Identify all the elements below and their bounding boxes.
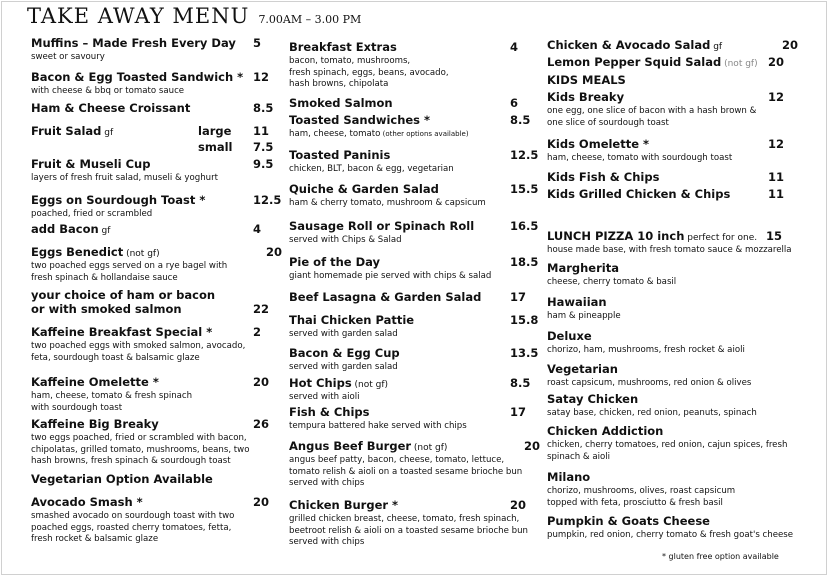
item-note: (not gf): [721, 59, 758, 69]
menu-item-description: topped with feta, prosciutto & fresh basil: [547, 497, 723, 508]
menu-item-description: poached, fried or scrambled: [31, 209, 153, 219]
menu-item-price: 6: [510, 96, 519, 110]
menu-item-price: 4: [253, 222, 262, 236]
menu-item-name: Kids Grilled Chicken & Chips: [547, 187, 731, 201]
menu-item-name: Hawaiian: [547, 295, 607, 309]
menu-item-name: Eggs on Sourdough Toast *: [31, 193, 206, 207]
opening-hours: 7.00AM – 3.00 PM: [258, 13, 362, 26]
menu-item-description: pumpkin, red onion, cherry tomato & fresh goat's cheese: [547, 530, 794, 540]
menu-item-price: 9.5: [253, 157, 274, 171]
menu-item-name: Margherita: [547, 261, 619, 275]
menu-item-price: 22: [253, 302, 270, 316]
menu-item-price: 12.5: [510, 148, 539, 162]
menu-item-description: spinach & aioli: [547, 451, 611, 462]
menu-item-description: fresh rocket & balsamic glaze: [31, 534, 159, 544]
menu-item-name: Hot Chips (not gf): [289, 376, 389, 390]
menu-item-price: 11: [768, 187, 785, 201]
menu-item-description: hash browns, chipolata: [289, 79, 389, 89]
menu-item-price: 8.5: [510, 376, 531, 390]
menu-item-name: Pumpkin & Goats Cheese: [547, 514, 710, 528]
menu-item-price: 17: [510, 290, 527, 304]
menu-item-description: tomato relish & aioli on a toasted sesame brioche bun: [289, 466, 523, 477]
menu-item-description: two eggs poached, fried or scrambled with bacon,: [31, 433, 247, 443]
menu-item-name: Beef Lasagna & Garden Salad: [289, 290, 482, 304]
menu-item-description: giant homemade pie served with chips & salad: [289, 271, 492, 281]
menu-item-name: Thai Chicken Pattie: [289, 313, 415, 327]
menu-item-description: poached eggs, roasted cherry tomatoes, fetta,: [31, 522, 232, 533]
menu-item-name: Pie of the Day: [289, 255, 381, 269]
menu-item-price: 15.8: [510, 313, 539, 327]
menu-item-description: chicken, cherry tomatoes, red onion, cajun spices, fresh: [547, 440, 788, 450]
item-note: (not gf): [351, 380, 389, 390]
menu-item-name: Chicken & Avocado Salad gf: [547, 38, 723, 52]
menu-item-name: Lemon Pepper Squid Salad (not gf): [547, 55, 758, 69]
menu-item-price: 7.5: [253, 140, 274, 154]
menu-item-description: beetroot relish & aioli on a toasted sesame brioche bun: [289, 525, 528, 536]
menu-item-price: 16.5: [510, 219, 539, 233]
menu-item-name: Kids Fish & Chips: [547, 170, 660, 184]
menu-item-description: layers of fresh fruit salad, museli & yoghurt: [31, 173, 219, 183]
menu-item-description: hash browns, fresh spinach & sourdough toast: [31, 456, 231, 466]
menu-item-description: chicken, BLT, bacon & egg, vegetarian: [289, 164, 454, 174]
menu-item-description: one slice of sourdough toast: [547, 117, 669, 128]
menu-item-price: 13.5: [510, 346, 539, 360]
menu-item-description: satay base, chicken, red onion, peanuts, spinach: [547, 408, 757, 418]
menu-item-price: 20: [266, 245, 283, 259]
menu-item-price: 20: [768, 55, 785, 69]
menu-item-name: Quiche & Garden Salad: [289, 182, 439, 196]
menu-item-name: Kaffeine Breakfast Special *: [31, 325, 213, 339]
menu-item-name: Avocado Smash *: [31, 495, 143, 509]
menu-item-description: chorizo, mushrooms, olives, roast capsicum: [547, 486, 736, 496]
menu-item-name: Ham & Cheese Croissant: [31, 101, 191, 115]
menu-item-price: 8.5: [253, 101, 274, 115]
menu-item-description: served with garden salad: [289, 362, 398, 372]
menu-item-name: Satay Chicken: [547, 392, 639, 406]
menu-item-description: fresh spinach, eggs, beans, avocado,: [289, 67, 449, 78]
menu-item-description: ham & pineapple: [547, 311, 621, 321]
item-note: (other options available): [380, 130, 469, 138]
menu-item-description: two poached eggs served on a rye bagel with: [31, 261, 228, 271]
menu-item-description: served with aioli: [289, 392, 360, 402]
menu-item-name: Kaffeine Omelette *: [31, 375, 159, 389]
menu-item-price: 12: [253, 70, 270, 84]
menu-item-name: or with smoked salmon: [31, 302, 182, 316]
menu-item-name: Fish & Chips: [289, 405, 370, 419]
item-note: gf: [101, 128, 114, 138]
menu-item-name: Milano: [547, 470, 591, 484]
menu-item-name: Vegetarian: [547, 362, 618, 376]
menu-item-name: Toasted Sandwiches *: [289, 113, 431, 127]
size-label: large: [198, 124, 232, 138]
menu-item-name: Muffins – Made Fresh Every Day: [31, 36, 236, 50]
menu-item-description: bacon, tomato, mushrooms,: [289, 56, 411, 66]
item-note: gf: [710, 42, 723, 52]
menu-item-description: angus beef patty, bacon, cheese, tomato, lettuce,: [289, 455, 505, 465]
footnote: * gluten free option available: [662, 552, 779, 561]
menu-item-price: 8.5: [510, 113, 531, 127]
menu-item-name: Vegetarian Option Available: [31, 472, 213, 486]
menu-item-price: 12: [768, 90, 785, 104]
menu-item-price: 5: [253, 36, 262, 50]
menu-title: TAKE AWAY MENU: [27, 4, 250, 28]
menu-item-description: ham, cheese, tomato (other options available): [289, 129, 469, 139]
menu-item-name: Kids Omelette *: [547, 137, 650, 151]
menu-item-description: grilled chicken breast, cheese, tomato, fresh spinach,: [289, 514, 520, 524]
menu-item-name: LUNCH PIZZA 10 inch perfect for one.: [547, 229, 758, 243]
menu-item-description: ham, cheese, tomato with sourdough toast: [547, 153, 733, 163]
size-label: small: [198, 140, 233, 154]
menu-item-price: 18.5: [510, 255, 539, 269]
menu-item-name: Kaffeine Big Breaky: [31, 417, 159, 431]
item-note: gf: [98, 226, 111, 236]
menu-item-name: Angus Beef Burger (not gf): [289, 439, 448, 453]
menu-item-price: 26: [253, 417, 270, 431]
menu-item-description: served with garden salad: [289, 329, 398, 339]
menu-item-name: Toasted Paninis: [289, 148, 391, 162]
menu-header: [27, 4, 361, 28]
menu-item-name: Kids Breaky: [547, 90, 625, 104]
menu-item-description: two poached eggs with smoked salmon, avocado,: [31, 341, 246, 351]
menu-item-price: 20: [782, 38, 799, 52]
menu-item-name: Eggs Benedict (not gf): [31, 245, 160, 259]
menu-item-price: 17: [510, 405, 527, 419]
menu-item-description: ham & cherry tomato, mushroom & capsicum: [289, 198, 486, 208]
menu-item-price: 20: [510, 498, 527, 512]
menu-item-price: 2: [253, 325, 262, 339]
menu-item-name: your choice of ham or bacon: [31, 288, 216, 302]
menu-item-description: chorizo, ham, mushrooms, fresh rocket & aioli: [547, 345, 745, 355]
menu-item-description: with cheese & bbq or tomato sauce: [31, 86, 185, 96]
menu-item-description: smashed avocado on sourdough toast with two: [31, 511, 235, 521]
menu-item-name: Bacon & Egg Toasted Sandwich *: [31, 70, 244, 84]
menu-item-description: roast capsicum, mushrooms, red onion & olives: [547, 378, 752, 388]
menu-item-description: feta, sourdough toast & balsamic glaze: [31, 352, 200, 363]
menu-item-price: 12: [768, 137, 785, 151]
menu-item-price: 20: [253, 375, 270, 389]
menu-item-name: add Bacon gf: [31, 222, 111, 236]
menu-item-price: 15.5: [510, 182, 539, 196]
menu-item-description: tempura battered hake served with chips: [289, 421, 467, 431]
menu-item-price: 20: [253, 495, 270, 509]
menu-item-price: 4: [510, 40, 519, 54]
menu-item-name: Chicken Burger *: [289, 498, 399, 512]
menu-item-name: Smoked Salmon: [289, 96, 393, 110]
menu-item-name: Sausage Roll or Spinach Roll: [289, 219, 475, 233]
menu-item-description: fresh spinach & hollandaise sauce: [31, 272, 178, 283]
menu-item-description: one egg, one slice of bacon with a hash brown &: [547, 106, 757, 116]
item-note: perfect for one.: [684, 233, 758, 243]
menu-item-price: 15: [766, 229, 783, 243]
menu-item-price: 12.5: [253, 193, 282, 207]
menu-item-description: cheese, cherry tomato & basil: [547, 277, 677, 287]
item-note: (not gf): [123, 249, 160, 259]
menu-item-price: 20: [524, 439, 541, 453]
menu-item-description: served with chips: [289, 478, 365, 488]
menu-item-description: sweet or savoury: [31, 52, 105, 62]
item-note: (not gf): [411, 443, 448, 453]
menu-item-description: served with chips: [289, 537, 365, 547]
menu-item-description: chipolatas, grilled tomato, mushrooms, beans, two: [31, 444, 250, 455]
menu-item-description: ham, cheese, tomato & fresh spinach: [31, 391, 193, 401]
menu-item-name: Deluxe: [547, 329, 592, 343]
menu-item-name: Chicken Addiction: [547, 424, 664, 438]
menu-item-price: 11: [253, 124, 270, 138]
menu-item-description: with sourdough toast: [31, 402, 123, 413]
menu-item-name: Breakfast Extras: [289, 40, 397, 54]
menu-item-name: KIDS MEALS: [547, 73, 626, 87]
menu-item-description: house made base, with fresh tomato sauce & mozzarella: [547, 245, 792, 255]
menu-item-name: Bacon & Egg Cup: [289, 346, 400, 360]
menu-item-name: Fruit Salad gf: [31, 124, 114, 138]
menu-item-name: Fruit & Museli Cup: [31, 157, 151, 171]
menu-item-price: 11: [768, 170, 785, 184]
menu-item-description: served with Chips & Salad: [289, 235, 402, 245]
